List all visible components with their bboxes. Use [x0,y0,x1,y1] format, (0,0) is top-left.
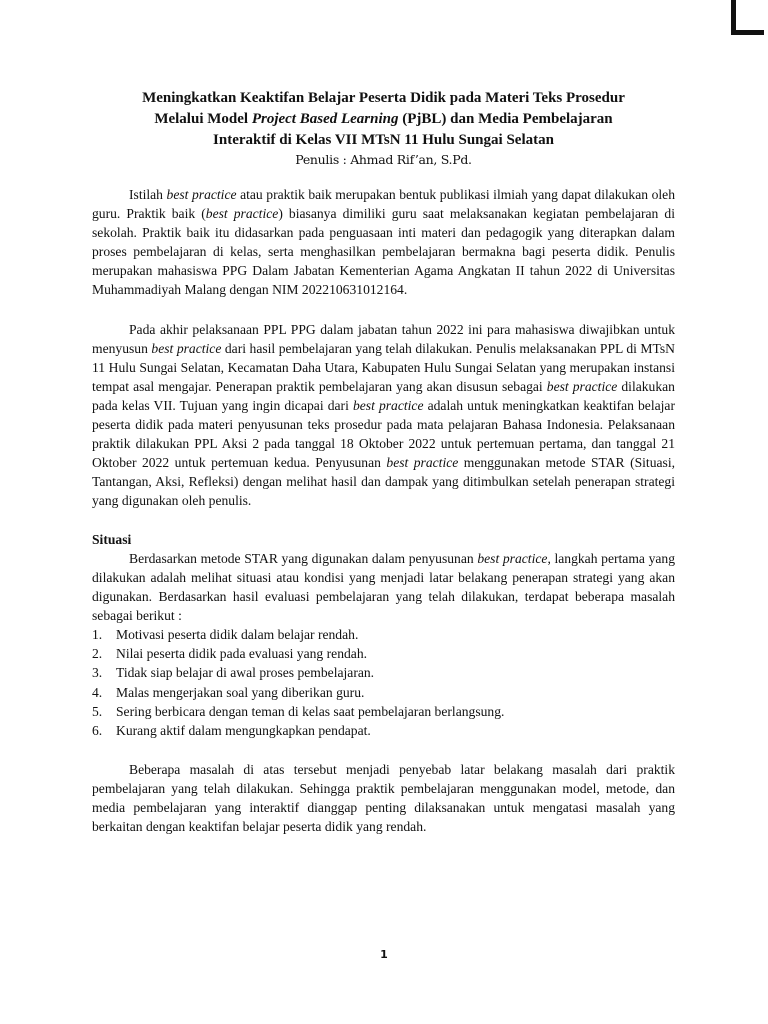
text-run: Berdasarkan metode STAR yang digunakan dalam penyusunan [129,550,478,566]
list-item-text: Motivasi peserta didik dalam belajar rendah. [116,626,359,642]
list-item [92,702,675,721]
text-run: menggunakan metode STAR (Situasi, Tantangan, Aksi, Refleksi) dengan melihat hasil dan dampak yang ditimbulkan setelah penerapan strategi yang digunakan oleh penulis. [92,455,675,509]
italic-term: best practice [352,397,424,413]
list-item-number: 3. [92,665,103,681]
italic-term: best practice [546,378,618,394]
paragraph-situasi [92,549,675,625]
page-corner-mark [731,0,764,35]
list-item [92,644,675,663]
text-run: ) biasanya dimiliki guru saat melaksanakan kegiatan pembelajaran di sekolah. Praktik baik itu didasarkan pada penguasaan inti materi dan pedagogik yang diterapkan dalam proses pembelajaran di kelas, serta menghasilkan pembelajaran bermakna bagi peserta didik. Penulis merupakan mahasiswa PPG Dalam Jabatan Kementerian Agama Angkatan II tahun 2022 di Universitas Muhammadiyah Malang dengan NIM 202210631012164. [92,206,676,298]
italic-term: best practice [386,455,459,471]
paragraph-ppl [92,320,675,511]
title-line-2-post: (PjBL) dan Media Pembelajaran [398,111,613,127]
list-item [92,683,675,702]
text-run: atau praktik baik merupakan bentuk publikasi ilmiah yang dapat dilakukan oleh guru. Praktik baik ( [92,187,675,222]
document-page [92,88,675,836]
list-item [92,625,675,644]
list-item-number: 5. [92,704,103,720]
title-line-3: Interaktif di Kelas VII MTsN 11 Hulu Sungai Selatan [213,132,554,148]
text-run: dari hasil pembelajaran yang telah dilakukan. Penulis melaksanakan PPL di MTsN 11 Hulu Sungai Selatan, Kecamatan Daha Utara, Kabupaten Hulu Sungai Selatan yang merupakan instansi tempat asal mengajar. Penerapan praktik pembelajaran yang akan disusun sebagai [92,340,675,394]
list-item-number: 2. [92,646,103,662]
italic-term: best practice [166,187,237,202]
title-line-1: Meningkatkan Keaktifan Belajar Peserta Didik pada Materi Teks Prosedur [142,90,625,106]
list-item-text: Nilai peserta didik pada evaluasi yang rendah. [116,646,368,662]
text-run: adalah untuk meningkatkan keaktifan belajar peserta didik pada materi penyusunan teks prosedur pada mata pelajaran Bahasa Indonesia. Pelaksanaan praktik dilakukan PPL Aksi 2 pada tanggal 18 Oktober 2022 untuk pertemuan pertama, dan tanggal 21 Oktober 2022 untuk pertemuan kedua. Penyusunan [92,397,675,471]
list-item [92,721,675,740]
list-item-number: 4. [92,684,103,700]
text-run: Pada akhir pelaksanaan PPL PPG dalam jabatan tahun 2022 ini para mahasiswa diwajibkan untuk menyusun [92,321,675,356]
list-item [92,663,675,682]
paragraph-conclusion: Beberapa masalah di atas tersebut menjadi penyebab latar belakang masalah dari praktik pembelajaran yang telah dilakukan. Sehingga praktik pembelajaran menggunakan model, metode, dan media pembelajaran yang interaktif dianggap penting dilaksanakan untuk mengatasi masalah yang berkaitan dengan keaktifan belajar peserta didik yang rendah. [92,761,675,834]
section-heading-situasi: Situasi [92,531,132,547]
text-run: Istilah [129,187,167,202]
text-run: dilakukan pada kelas VII. Tujuan yang ingin dicapai dari [92,378,675,413]
text-run: , langkah pertama yang dilakukan adalah melihat situasi atau kondisi yang menjadi latar belakang penerapan strategi yang akan digunakan. Berdasarkan hasil evaluasi pembelajaran yang telah dilakukan, terdapat beberapa masalah sebagai berikut : [92,550,676,623]
list-item-number: 1. [92,626,103,642]
italic-term: best practice [477,550,548,566]
title-line-2-pre: Melalui Model [154,111,252,127]
list-item-text: Sering berbicara dengan teman di kelas saat pembelajaran berlangsung. [116,704,505,720]
document-title [92,88,675,151]
italic-term: best practice [205,206,279,222]
title-line-2 [92,109,675,130]
list-item-text: Tidak siap belajar di awal proses pembelajaran. [116,665,375,681]
paragraph-intro [92,185,675,300]
title-line-2-italic: Project Based Learning [251,111,399,127]
italic-term: best practice [151,340,222,356]
list-item-text: Malas mengerjakan soal yang diberikan guru. [116,684,365,700]
author-line: Penulis : Ahmad Rif’an, S.Pd. [295,152,472,167]
page-number: 1 [380,948,388,961]
list-item-number: 6. [92,723,103,739]
issues-list [92,625,675,741]
list-item-text: Kurang aktif dalam mengungkapkan pendapat. [116,723,371,739]
